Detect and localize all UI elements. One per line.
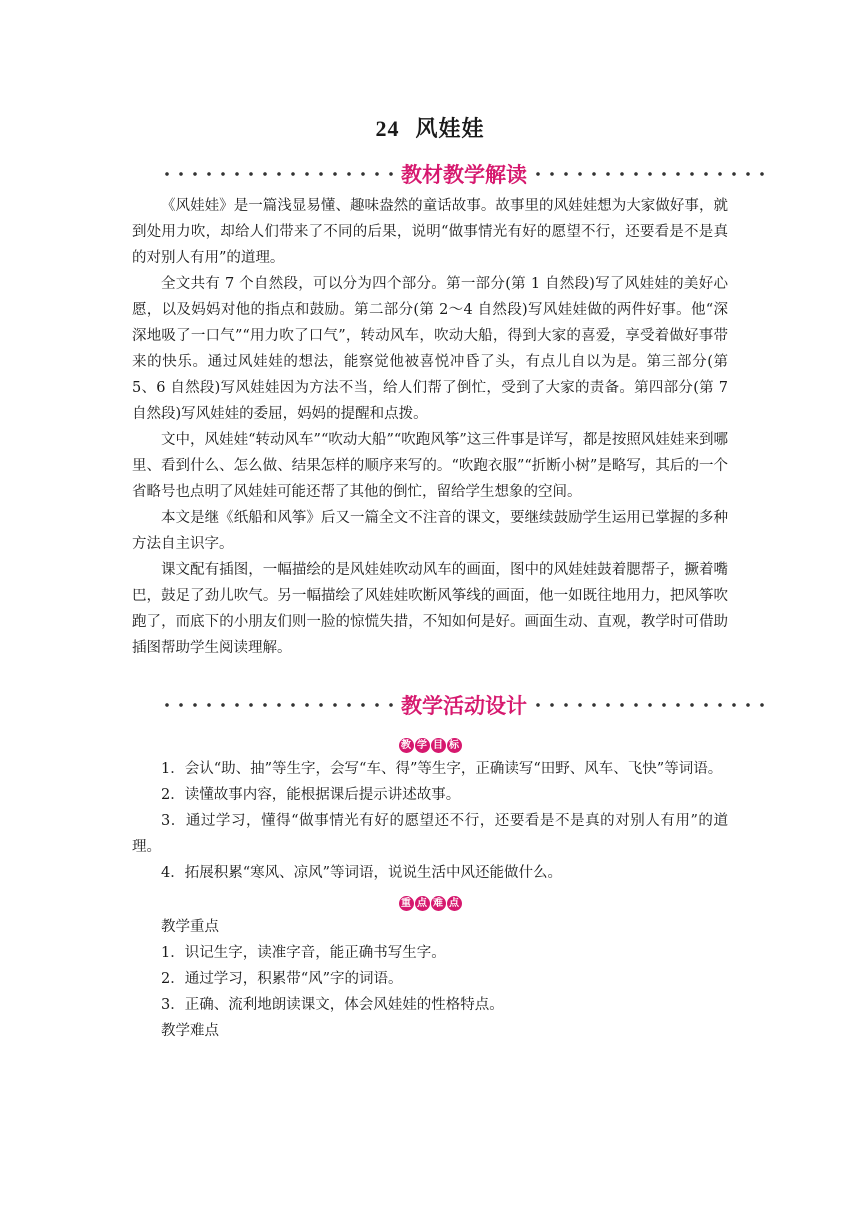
key-points-heading: 教学重点	[161, 919, 219, 935]
lesson-name: 风娃娃	[415, 116, 485, 142]
lesson-title	[0, 112, 860, 143]
difficult-points-heading: 教学难点	[161, 1023, 219, 1039]
badge-char: 点	[415, 896, 430, 911]
dotted-divider-right	[531, 171, 768, 177]
dotted-divider-right	[531, 702, 768, 708]
lesson-number: 24	[375, 116, 400, 141]
paragraph: 课文配有插图，一幅描绘的是风娃娃吹动风车的画面，图中的风娃娃鼓着腮帮子，撅着嘴巴，鼓足了劲儿吹气。另一幅描绘了风娃娃吹断风筝线的画面，他一如既往地用力，把风筝吹跑了，而底下的小朋友们则一脸的惊慌失措，不知如何是好。画面生动、直观，教学时可借助插图帮助学生阅读理解。	[132, 562, 728, 656]
section-header-reading	[160, 159, 768, 189]
teaching-goals-badge	[399, 738, 462, 753]
badge-row-goals	[132, 732, 728, 754]
paragraph: 《风娃娃》是一篇浅显易懂、趣味盎然的童话故事。故事里的风娃娃想为大家做好事，就到处用力吹，却给人们带来了不同的后果，说明“做事情光有好的愿望不行，还要看是不是真的对别人有用”的道理。	[132, 198, 728, 266]
goal-item: 2．读懂故事内容，能根据课后提示讲述故事。	[161, 787, 461, 803]
badge-char: 学	[415, 738, 430, 753]
design-content	[132, 728, 728, 1044]
key-point-item: 3．正确、流利地朗读课文，体会风娃娃的性格特点。	[161, 997, 504, 1013]
dotted-divider-left	[160, 702, 397, 708]
paragraph: 文中，风娃娃“转动风车”“吹动大船”“吹跑风筝”这三件事是详写，都是按照风娃娃来到哪里、看到什么、怎么做、结果怎样的顺序来写的。“吹跑衣服”“折断小树”是略写，其后的一个省略号也点明了风娃娃可能还帮了其他的倒忙，留给学生想象的空间。	[132, 432, 728, 500]
section-title-reading: 教材教学解读	[401, 163, 527, 187]
section-title-design: 教学活动设计	[401, 694, 527, 718]
badge-row-key	[132, 890, 728, 912]
badge-char: 教	[399, 738, 414, 753]
badge-char: 重	[399, 896, 414, 911]
badge-char: 难	[431, 896, 446, 911]
section-header-design	[160, 690, 768, 720]
key-difficult-badge	[399, 896, 462, 911]
reading-content	[132, 193, 728, 661]
key-point-item: 1．识记生字，读准字音，能正确书写生字。	[161, 945, 446, 961]
key-point-item: 2．通过学习，积累带“风”字的词语。	[161, 971, 403, 987]
paragraph: 全文共有 7 个自然段，可以分为四个部分。第一部分(第 1 自然段)写了风娃娃的美好心愿，以及妈妈对他的指点和鼓励。第二部分(第 2～4 自然段)写风娃娃做的两件好事。他“深深地吸了一口气”“用力吹了口气”，转动风车，吹动大船，得到大家的喜爱，享受着做好事带来的快乐。通过风娃娃的想法，能察觉他被喜悦冲昏了头，有点儿自以为是。第三部分(第 5、6 自然段)写风娃娃因为方法不当，给人们帮了倒忙，受到了大家的责备。第四部分(第 7 自然段)写风娃娃的委屈，妈妈的提醒和点拨。	[132, 276, 728, 422]
dotted-divider-left	[160, 171, 397, 177]
goal-item: 3．通过学习，懂得“做事情光有好的愿望还不行，还要看是不是真的对别人有用”的道理。	[132, 813, 728, 855]
paragraph: 本文是继《纸船和风筝》后又一篇全文不注音的课文，要继续鼓励学生运用已掌握的多种方法自主识字。	[132, 510, 728, 552]
badge-char: 标	[447, 738, 462, 753]
badge-char: 点	[447, 896, 462, 911]
goal-item: 4．拓展积累“寒风、凉风”等词语，说说生活中风还能做什么。	[161, 865, 563, 881]
badge-char: 目	[431, 738, 446, 753]
goal-item: 1．会认“助、抽”等生字，会写“车、得”等生字，正确读写“田野、风车、飞快”等词语。	[161, 761, 723, 777]
